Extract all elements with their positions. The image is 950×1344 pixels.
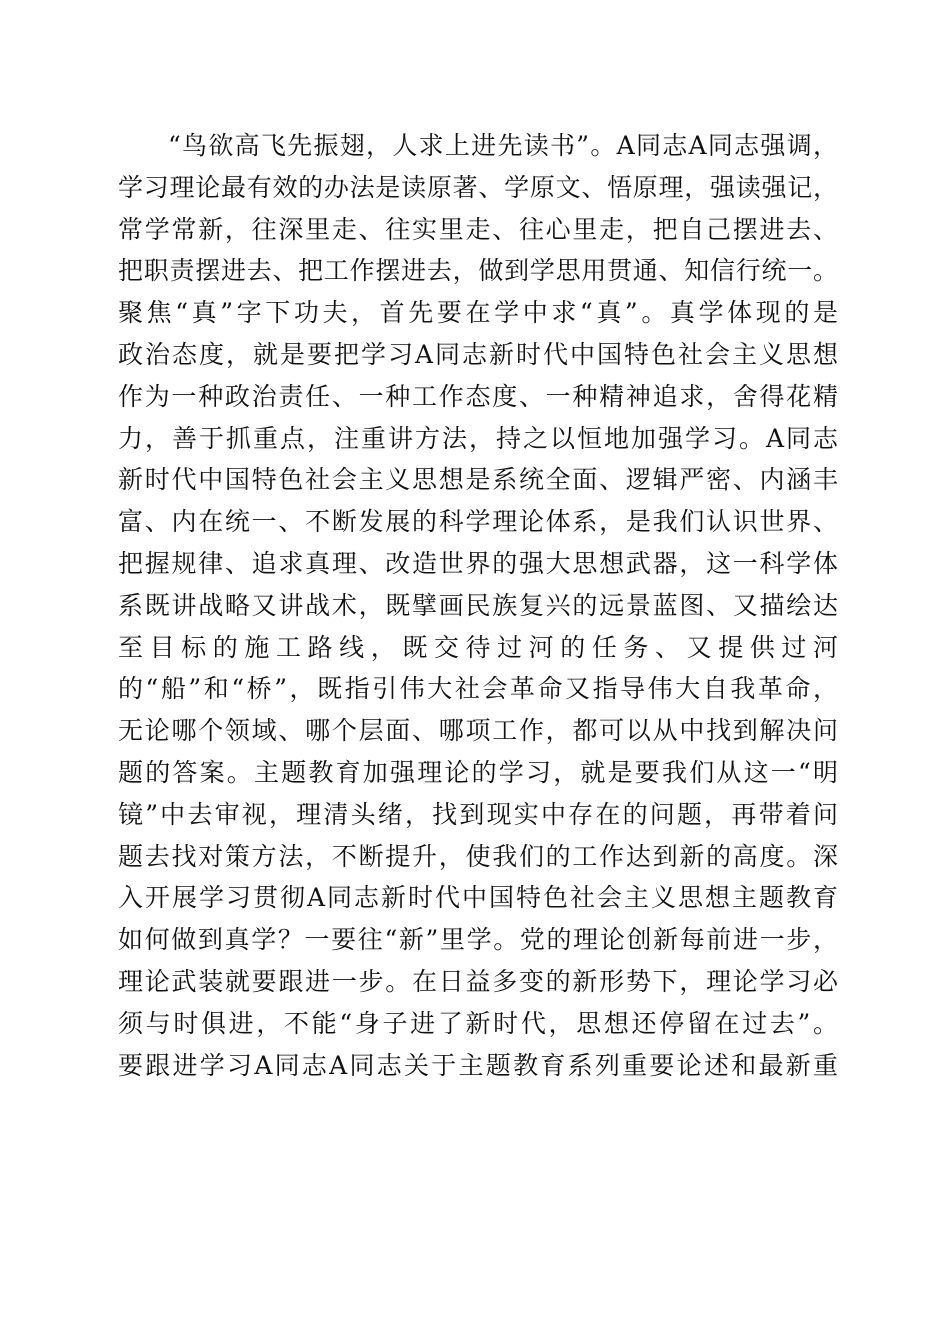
text-line: 的“船”和“桥”，既指引伟大社会革命又指导伟大自我革命， bbox=[118, 674, 838, 704]
text-line: 富、内在统一、不断发展的科学理论体系，是我们认识世界、 bbox=[118, 507, 838, 537]
text-line: 无论哪个领域、哪个层面、哪项工作，都可以从中找到解决问 bbox=[118, 716, 838, 746]
text-line: 系既讲战略又讲战术，既擘画民族复兴的远景蓝图、又描绘达 bbox=[118, 590, 838, 620]
text-line: 理论武装就要跟进一步。在日益多变的新形势下，理论学习必 bbox=[118, 966, 838, 996]
text-line: 作为一种政治责任、一种工作态度、一种精神追求，舍得花精 bbox=[118, 381, 838, 411]
text-line: 力，善于抓重点，注重讲方法，持之以恒地加强学习。A同志 bbox=[118, 423, 838, 453]
text-line: 要跟进学习A同志A同志关于主题教育系列重要论述和最新重 bbox=[118, 1050, 838, 1080]
text-line: 把职责摆进去、把工作摆进去，做到学思用贯通、知信行统一。 bbox=[118, 256, 838, 286]
text-line: 学习理论最有效的办法是读原著、学原文、悟原理，强读强记， bbox=[118, 172, 838, 202]
text-line: 聚焦“真”字下功夫，首先要在学中求“真”。真学体现的是 bbox=[118, 298, 838, 328]
text-line: 镜”中去审视，理清头绪，找到现实中存在的问题，再带着问 bbox=[118, 799, 838, 829]
text-line: 如何做到真学？一要往“新”里学。党的理论创新每前进一步， bbox=[118, 925, 838, 955]
text-line: 题的答案。主题教育加强理论的学习，就是要我们从这一“明 bbox=[118, 757, 838, 787]
text-line: “鸟欲高飞先振翅，人求上进先读书”。A同志A同志强调， bbox=[168, 131, 838, 160]
text-line: 题去找对策方法，不断提升，使我们的工作达到新的高度。深 bbox=[118, 841, 838, 871]
text-line: 把握规律、追求真理、改造世界的强大思想武器，这一科学体 bbox=[118, 548, 838, 578]
text-line: 入开展学习贯彻A同志新时代中国特色社会主义思想主题教育 bbox=[118, 883, 838, 913]
text-line: 常学常新，往深里走、往实里走、往心里走，把自己摆进去、 bbox=[118, 214, 838, 244]
text-line: 政治态度，就是要把学习A同志新时代中国特色社会主义思想 bbox=[118, 339, 838, 369]
text-line: 至目标的施工路线，既交待过河的任务、又提供过河 bbox=[118, 632, 838, 662]
text-line: 须与时俱进，不能“身子进了新时代，思想还停留在过去”。 bbox=[118, 1008, 838, 1038]
body-paragraph bbox=[118, 125, 838, 1086]
text-line: 新时代中国特色社会主义思想是系统全面、逻辑严密、内涵丰 bbox=[118, 465, 838, 495]
